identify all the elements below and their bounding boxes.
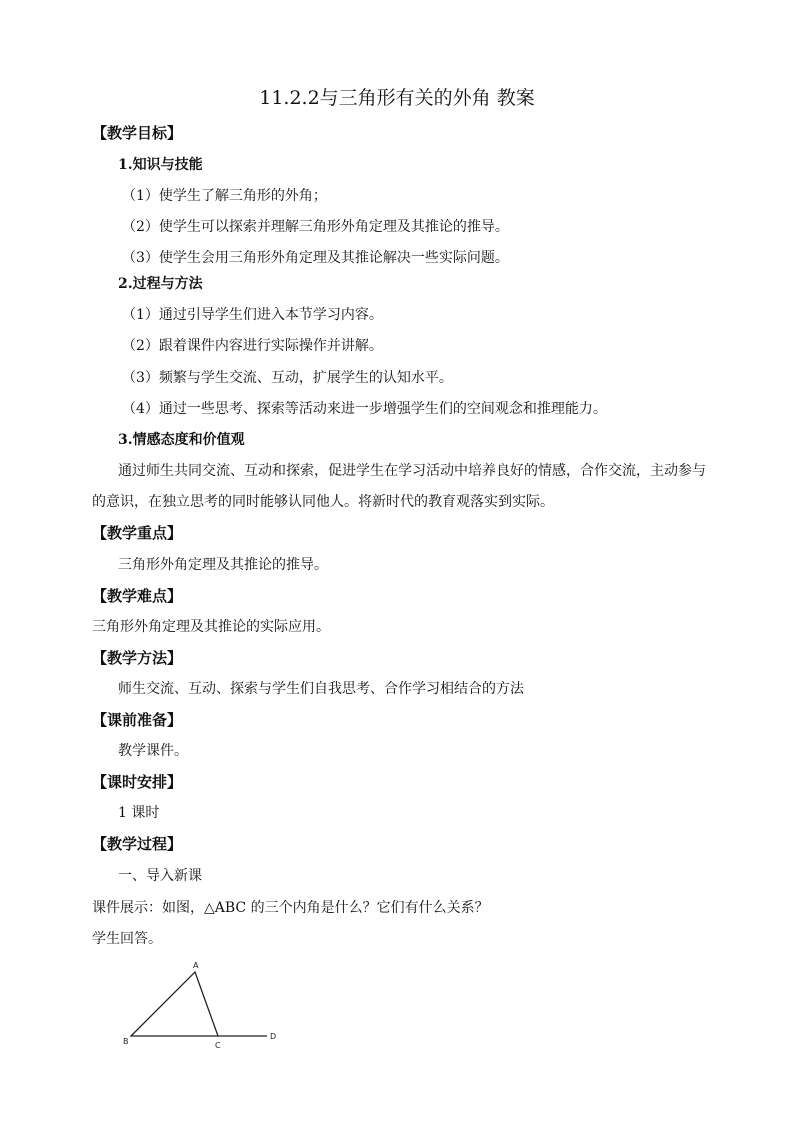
import-lesson-step: 一、导入新课: [118, 868, 202, 884]
key-points-text: 三角形外角定理及其推论的推导。: [118, 557, 328, 573]
methods-text: 师生交流、互动、探索与学生们自我思考、合作学习相结合的方法: [118, 681, 524, 697]
emotion-title: 3.情感态度和价值观: [118, 432, 245, 448]
difficulties-heading: 【教学难点】: [92, 587, 183, 605]
vertex-label-c: C: [215, 1041, 221, 1050]
process-item-3: （3）频繁与学生交流、互动，扩展学生的认知水平。: [122, 370, 453, 386]
knowledge-item-1: （1）使学生了解三角形的外角；: [122, 188, 327, 204]
vertex-label-b: B: [123, 1037, 129, 1046]
methods-heading: 【教学方法】: [92, 649, 183, 667]
process-item-1: （1）通过引导学生们进入本节学习内容。: [122, 307, 383, 323]
process-item-4: （4）通过一些思考、探索等活动来进一步增强学生们的空间观念和推理能力。: [122, 401, 607, 417]
triangle-abc: [131, 972, 218, 1036]
courseware-question: 课件展示：如图，△ABC 的三个内角是什么？它们有什么关系？: [92, 900, 489, 916]
goals-heading: 【教学目标】: [92, 124, 183, 142]
vertex-label-a: A: [193, 961, 199, 970]
knowledge-item-2: （2）使学生可以探索并理解三角形外角定理及其推论的推导。: [122, 219, 509, 235]
emotion-paragraph-line-1: 通过师生共同交流、互动和探索，促进学生在学习活动中培养良好的情感，合作交流，主动参与: [118, 463, 706, 479]
preparation-heading: 【课前准备】: [92, 711, 183, 729]
key-points-heading: 【教学重点】: [92, 524, 183, 542]
schedule-heading: 【课时安排】: [92, 773, 183, 791]
student-answer-text: 学生回答。: [92, 931, 162, 947]
knowledge-item-3: （3）使学生会用三角形外角定理及其推论解决一些实际问题。: [122, 250, 509, 266]
document-title: 11.2.2与三角形有关的外角 教案: [259, 87, 535, 109]
schedule-text: 1 课时: [118, 805, 160, 821]
difficulties-text: 三角形外角定理及其推论的实际应用。: [92, 619, 330, 635]
triangle-figure: [115, 958, 285, 1050]
knowledge-title: 1.知识与技能: [118, 157, 203, 173]
preparation-text: 教学课件。: [118, 743, 188, 759]
point-label-d: D: [270, 1032, 277, 1041]
process-method-title: 2.过程与方法: [118, 276, 203, 292]
process-item-2: （2）跟着课件内容进行实际操作并讲解。: [122, 338, 383, 354]
emotion-paragraph-line-2: 的意识，在独立思考的同时能够认同他人。将新时代的教育观落实到实际。: [92, 494, 554, 510]
teaching-process-heading: 【教学过程】: [92, 835, 183, 853]
